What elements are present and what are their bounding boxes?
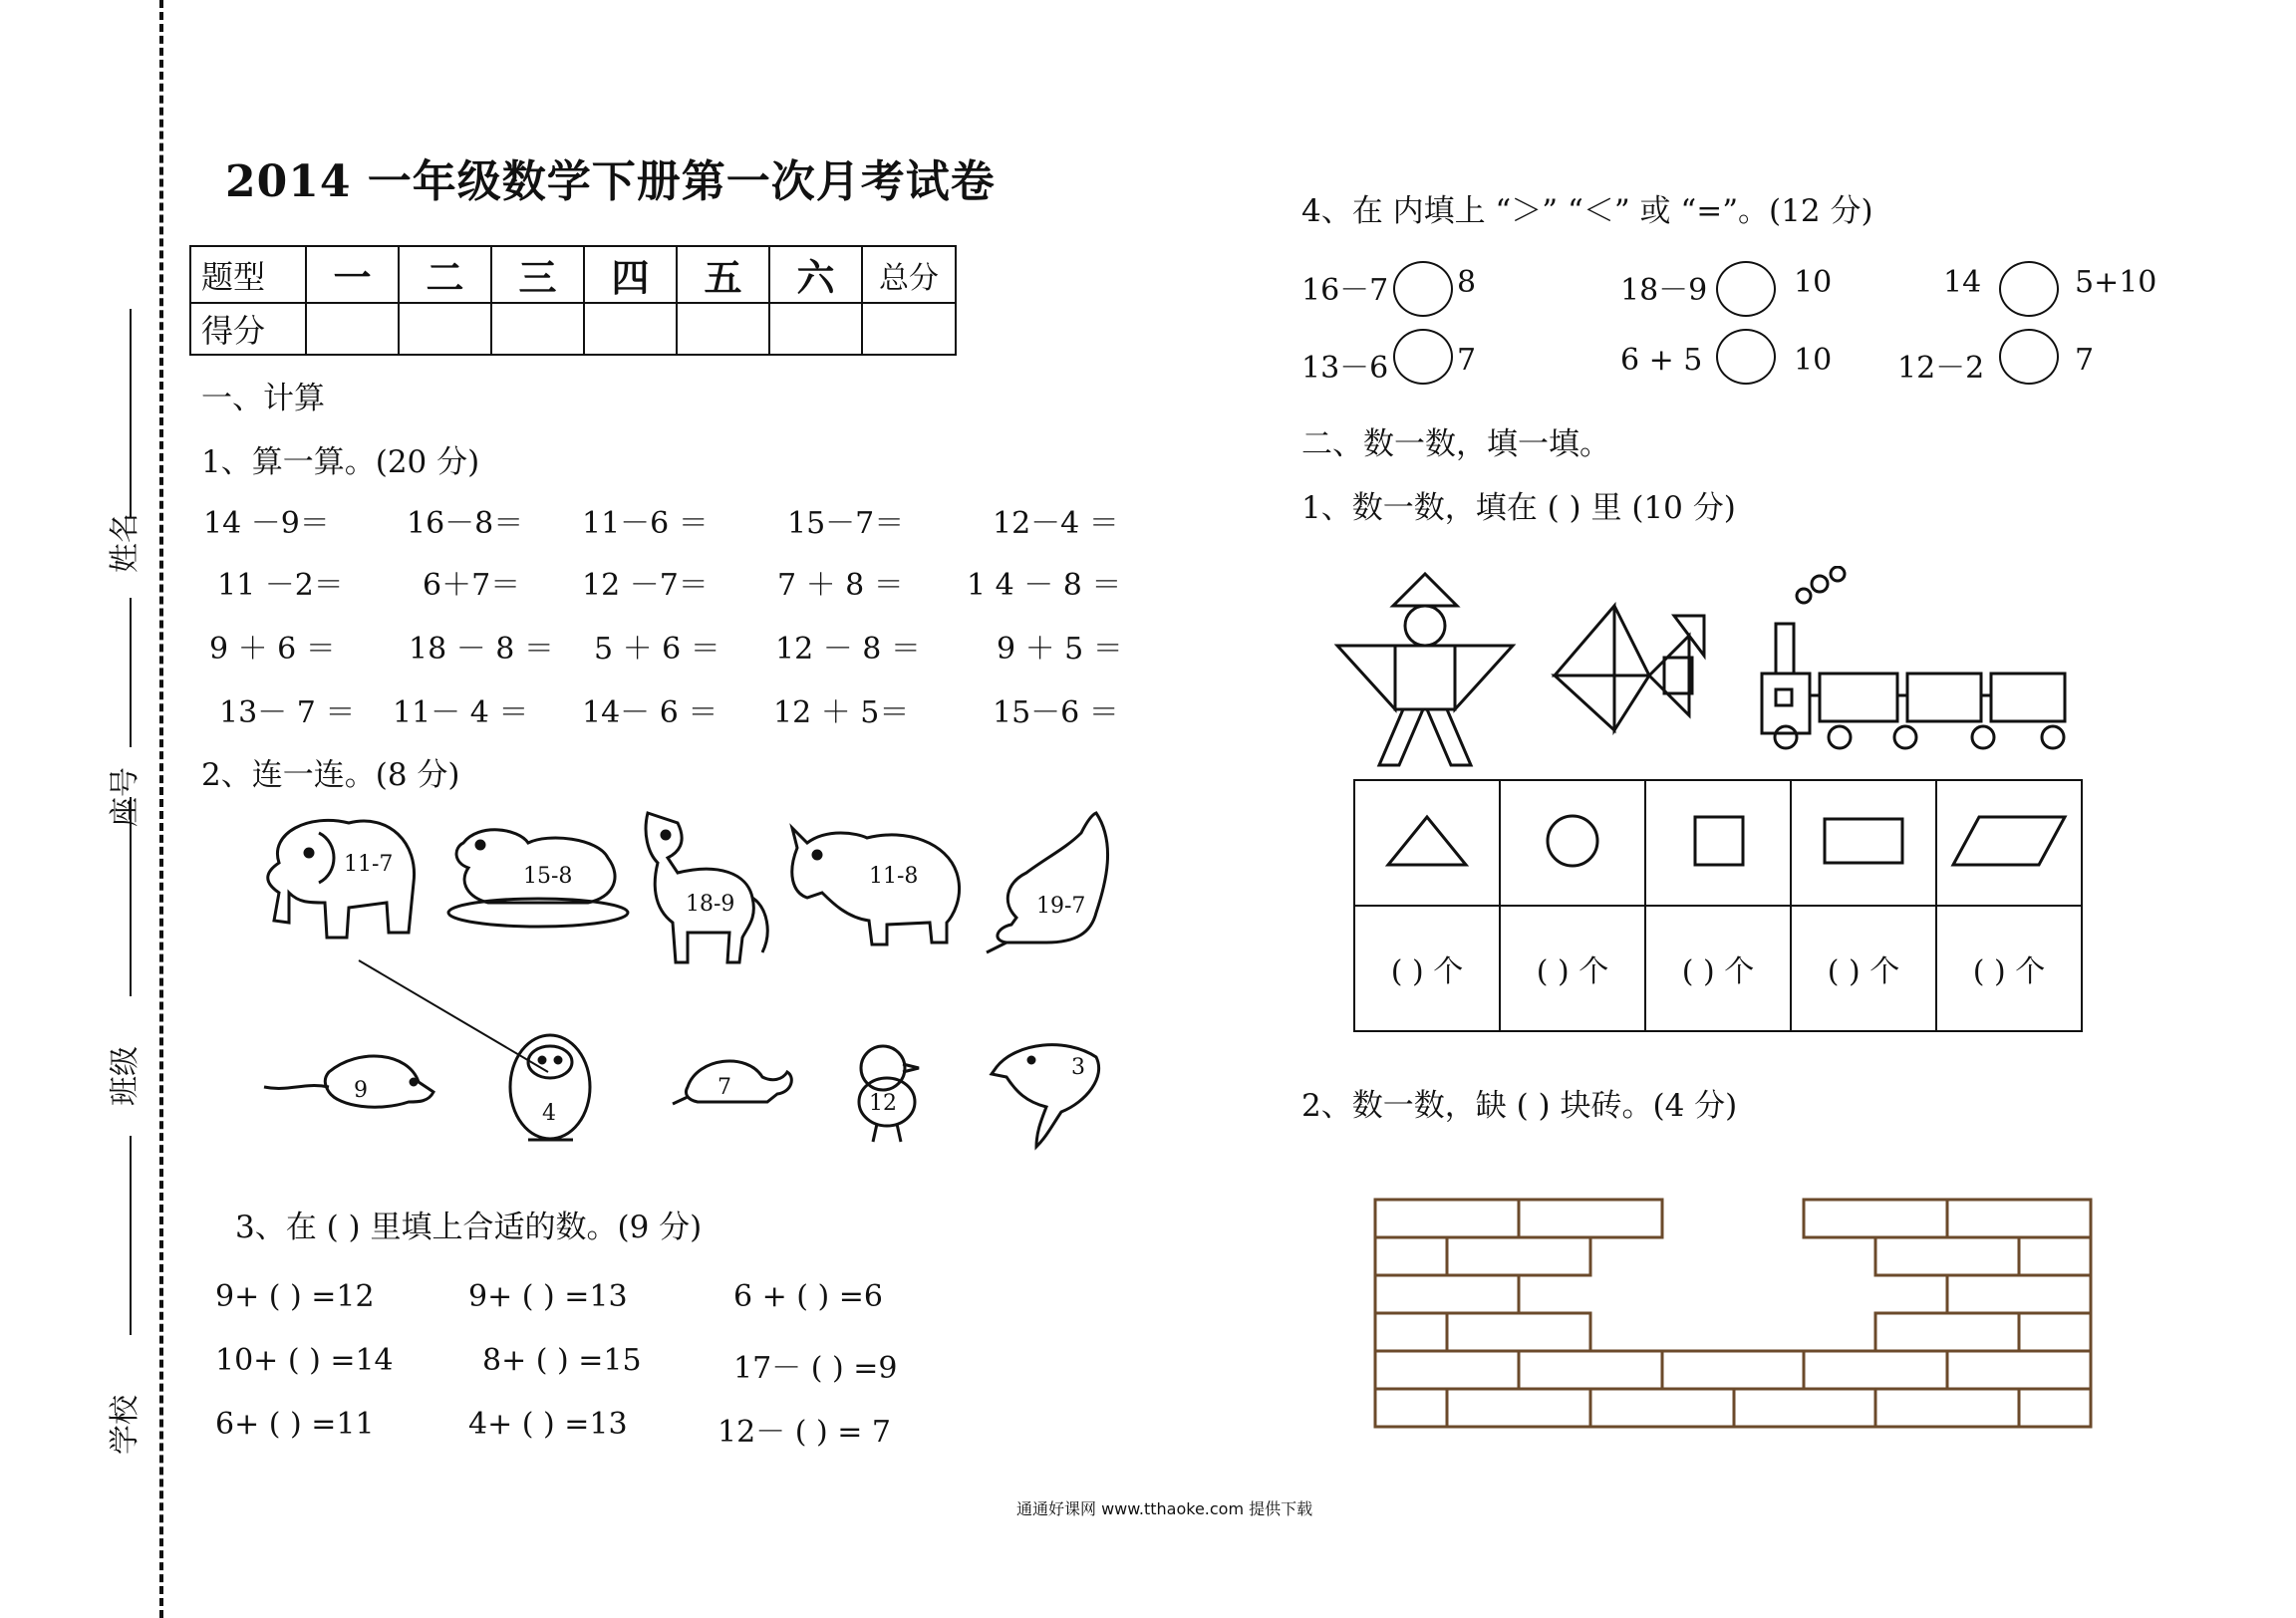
square-shape-cell: [1645, 780, 1791, 906]
compare-right: 10: [1794, 265, 1833, 300]
class-blank-line: [130, 1136, 132, 1335]
exam-title: 2014 一年级数学下册第一次月考试卷: [225, 156, 996, 207]
dolphin-icon[interactable]: [992, 1045, 1099, 1147]
score-col-4: 四: [584, 246, 677, 303]
score-col-3: 三: [491, 246, 584, 303]
chick-icon[interactable]: [859, 1046, 919, 1142]
score-cell[interactable]: [491, 303, 584, 355]
score-total-label: 总分: [862, 246, 956, 303]
footer-credit: 通通好课网 www.tthaoke.com 提供下载: [1016, 1499, 1313, 1518]
school-label: 学校: [108, 1395, 143, 1455]
animal-expression: 18-9: [686, 892, 735, 917]
circle-shape-cell: [1500, 780, 1645, 906]
q1-equation: 12－4 ＝: [993, 506, 1119, 541]
score-col-1: 一: [306, 246, 399, 303]
q1-equation: 13－ 7 ＝: [219, 695, 356, 730]
compare-left: 6 + 5: [1620, 343, 1703, 378]
q1-equation: 15－6 ＝: [993, 695, 1119, 730]
seal-icon[interactable]: [987, 813, 1108, 952]
shape-count-table: [1353, 779, 2083, 1032]
compare-circle[interactable]: [1716, 329, 1776, 385]
count-cell-parallelogram[interactable]: ( ) 个: [1936, 906, 2082, 1031]
robot-figure-icon: [1337, 574, 1513, 765]
q1-equation: 11－6 ＝: [582, 506, 709, 541]
animal-expression: 11-8: [869, 864, 919, 889]
q1-equation: 5 ＋ 6 ＝: [594, 632, 720, 667]
q1-equation: 12 － 8 ＝: [775, 632, 921, 667]
q1-equation: 12 ＋ 5＝: [773, 695, 910, 730]
q3-equation[interactable]: 6 + ( ) =6: [733, 1279, 883, 1314]
compare-circle[interactable]: [1393, 329, 1453, 385]
q3-equation[interactable]: 6+ ( ) =11: [215, 1407, 375, 1442]
rhino-icon[interactable]: [792, 828, 960, 944]
animal-number: 7: [718, 1075, 731, 1100]
train-icon: [1762, 567, 2065, 748]
score-cell[interactable]: [399, 303, 491, 355]
q3-equation[interactable]: 17－ ( ) =9: [733, 1351, 898, 1386]
count-cell-circle[interactable]: ( ) 个: [1500, 906, 1645, 1031]
part2-q2-title: 2、数一数，缺 ( ) 块砖。(4 分): [1301, 1088, 1738, 1124]
brick-wall-illustration: [1365, 1192, 2093, 1441]
penguin-icon[interactable]: [510, 1035, 590, 1140]
q1-equation: 1 4 － 8 ＝: [967, 568, 1122, 603]
q3-equation[interactable]: 9+ ( ) =12: [215, 1279, 375, 1314]
circle-icon: [1528, 811, 1617, 871]
score-col-2: 二: [399, 246, 491, 303]
name-label: 姓名: [108, 513, 143, 573]
q3-equation[interactable]: 9+ ( ) =13: [468, 1279, 628, 1314]
name-blank-line: [130, 309, 132, 518]
score-cell[interactable]: [677, 303, 769, 355]
compare-right: 5+10: [2075, 265, 2157, 300]
q2-title: 2、连一连。(8 分): [201, 757, 460, 793]
mouse-icon[interactable]: [264, 1056, 433, 1107]
compare-circle[interactable]: [1999, 329, 2059, 385]
q1-equation: 15－7＝: [787, 506, 905, 541]
q4-title: 4、在 内填上 “＞” “＜” 或 “=”。(12 分): [1301, 193, 1873, 229]
q3-equation[interactable]: 4+ ( ) =13: [468, 1407, 628, 1442]
shape-figures-illustration: [1325, 566, 2113, 775]
count-cell-rectangle[interactable]: ( ) 个: [1791, 906, 1936, 1031]
tangram-fish-icon: [1555, 606, 1704, 730]
question-type-label: 题型: [190, 246, 306, 303]
score-row-label: 得分: [190, 303, 306, 355]
binding-dashed-line: [159, 0, 163, 1618]
part1-heading: 一、计算: [201, 381, 325, 416]
q3-equation[interactable]: 10+ ( ) =14: [215, 1343, 394, 1378]
hippo-icon[interactable]: [448, 830, 628, 927]
q1-equation: 16－8＝: [407, 506, 524, 541]
compare-left: 13－6: [1301, 351, 1389, 386]
q1-equation: 9 ＋ 6 ＝: [209, 632, 336, 667]
animal-number: 12: [869, 1091, 897, 1116]
q1-equation: 11 －2＝: [217, 568, 344, 603]
q1-equation: 12 －7＝: [582, 568, 709, 603]
count-cell-square[interactable]: ( ) 个: [1645, 906, 1791, 1031]
score-cell[interactable]: [584, 303, 677, 355]
q1-equation: 11－ 4 ＝: [393, 695, 529, 730]
horse-icon[interactable]: [646, 813, 767, 962]
animal-expression: 15-8: [523, 864, 573, 889]
q1-equation: 7 ＋ 8 ＝: [777, 568, 904, 603]
q1-equation: 14－ 6 ＝: [582, 695, 718, 730]
parallelogram-shape-cell: [1936, 780, 2082, 906]
score-col-5: 五: [677, 246, 769, 303]
part2-q1-title: 1、数一数，填在 ( ) 里 (10 分): [1301, 490, 1736, 526]
animal-expression: 11-7: [344, 852, 394, 877]
compare-right: 7: [1457, 343, 1477, 378]
compare-right: 8: [1457, 265, 1477, 300]
score-cell[interactable]: [862, 303, 956, 355]
rectangle-icon: [1819, 811, 1908, 871]
animal-number: 3: [1071, 1055, 1085, 1080]
animal-expression: 19-7: [1036, 894, 1086, 919]
q1-equation: 14 －9＝: [203, 506, 330, 541]
score-col-6: 六: [769, 246, 862, 303]
q1-title: 1、算一算。(20 分): [201, 444, 480, 480]
compare-left: 14: [1943, 265, 1982, 300]
score-table: [189, 245, 957, 356]
q3-equation[interactable]: 12－ ( ) = 7: [718, 1415, 891, 1450]
compare-left: 16－7: [1301, 273, 1389, 308]
rectangle-shape-cell: [1791, 780, 1936, 906]
elephant-icon[interactable]: [268, 820, 415, 938]
compare-circle[interactable]: [1999, 261, 2059, 317]
name-blank-line-lower: [130, 598, 132, 747]
seat-blank-line: [130, 797, 132, 996]
q1-equation: 9 ＋ 5 ＝: [997, 632, 1123, 667]
part2-heading: 二、数一数，填一填。: [1301, 426, 1610, 462]
score-cell[interactable]: [306, 303, 399, 355]
square-icon: [1673, 811, 1763, 871]
connect-animals-illustration: [249, 803, 1126, 1162]
count-cell-triangle[interactable]: ( ) 个: [1354, 906, 1500, 1031]
q3-title: 3、在 ( ) 里填上合适的数。(9 分): [235, 1210, 703, 1245]
seat-label: 座号: [108, 767, 143, 827]
compare-circle[interactable]: [1716, 261, 1776, 317]
compare-left: 12－2: [1897, 351, 1985, 386]
score-cell[interactable]: [769, 303, 862, 355]
compare-left: 18－9: [1620, 273, 1708, 308]
animal-number: 4: [542, 1101, 556, 1126]
triangle-shape-cell: [1354, 780, 1500, 906]
compare-right: 10: [1794, 343, 1833, 378]
q3-equation[interactable]: 8+ ( ) =15: [482, 1343, 642, 1378]
turtle-icon[interactable]: [673, 1061, 791, 1104]
animal-number: 9: [354, 1078, 368, 1103]
compare-right: 7: [2075, 343, 2095, 378]
q1-equation: 18 － 8 ＝: [409, 632, 554, 667]
class-label: 班级: [108, 1046, 143, 1106]
compare-circle[interactable]: [1393, 261, 1453, 317]
q1-equation: 6＋7＝: [423, 568, 521, 603]
triangle-icon: [1382, 811, 1472, 871]
parallelogram-icon: [1949, 811, 2069, 871]
